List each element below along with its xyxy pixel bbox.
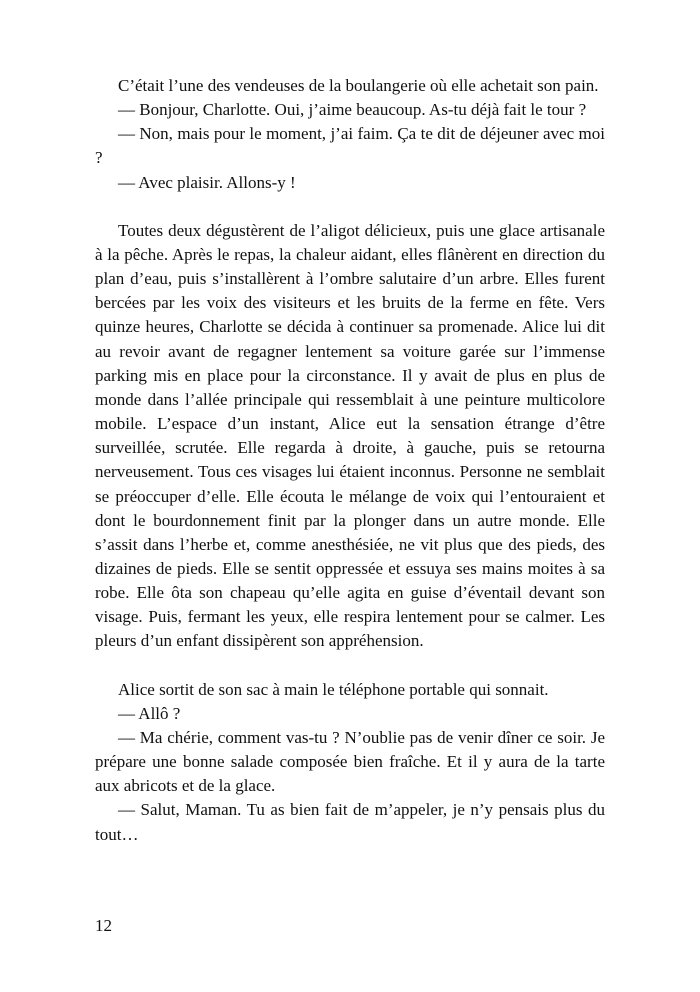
paragraph: Toutes deux dégustèrent de l’aligot délicieux, puis une glace artisanale à la pêche. Après le repas, la chaleur aidant, elles flânèrent en direction du plan d’eau, puis s’installèrent à l’ombre salutaire d’un arbre. Elles furent bercées par les voix des visiteurs et les bruits de la ferme en fête. Vers quinze heures, Charlotte se décida à continuer sa promenade. Alice lui dit au revoir avant de regagner lentement sa voiture garée sur l’immense parking mis en place pour la circonstance. Il y avait de plus en plus de monde dans l’allée principale qui ressemblait à une peinture multicolore mobile. L’espace d’un instant, Alice eut la sensation étrange d’être surveillée, scrutée. Elle regarda à droite, à gauche, puis se retourna nerveusement. Tous ces visages lui étaient inconnus. Personne ne semblait se préoccuper d’elle. Elle écouta le mélange de voix qui l’entouraient et dont le bourdonnement finit par la plonger dans un autre monde. Elle s’assit dans l’herbe et, comme anesthésiée, ne vit plus que des pieds, des dizaines de pieds. Elle se sentit oppressée et essuya ses mains moites à sa robe. Elle ôta son chapeau qu’elle agita en guise d’éventail devant son visage. Puis, fermant les yeux, elle respira lentement pour se calmer. Les pleurs d’un enfant dissipèrent son appréhension. xyxy=(95,220,605,651)
dialogue-line: — Avec plaisir. Allons-y ! xyxy=(118,172,296,192)
paragraph: C’était l’une des vendeuses de la boulangerie où elle achetait son pain. xyxy=(118,76,599,95)
paragraph: Alice sortit de son sac à main le téléphone portable qui sonnait. xyxy=(118,679,549,699)
page-number: 12 xyxy=(95,916,112,935)
dialogue-line: — Allô ? xyxy=(118,703,181,723)
dialogue-line: — Non, mais pour le moment, j’ai faim. Ça te dit de déjeuner avec moi ? xyxy=(95,124,605,168)
section-break xyxy=(95,195,605,219)
dialogue-line: — Bonjour, Charlotte. Oui, j’aime beaucoup. As-tu déjà fait le tour ? xyxy=(118,100,587,120)
section-break xyxy=(95,654,605,678)
dialogue-line: — Salut, Maman. Tu as bien fait de m’appeler, je n’y pensais plus du tout… xyxy=(95,800,605,844)
page-body xyxy=(95,74,605,847)
dialogue-line: — Ma chérie, comment vas-tu ? N’oublie pas de venir dîner ce soir. Je prépare une bonne salade composée bien fraîche. Et il y aura de la tarte aux abricots et de la glace. xyxy=(95,727,605,796)
